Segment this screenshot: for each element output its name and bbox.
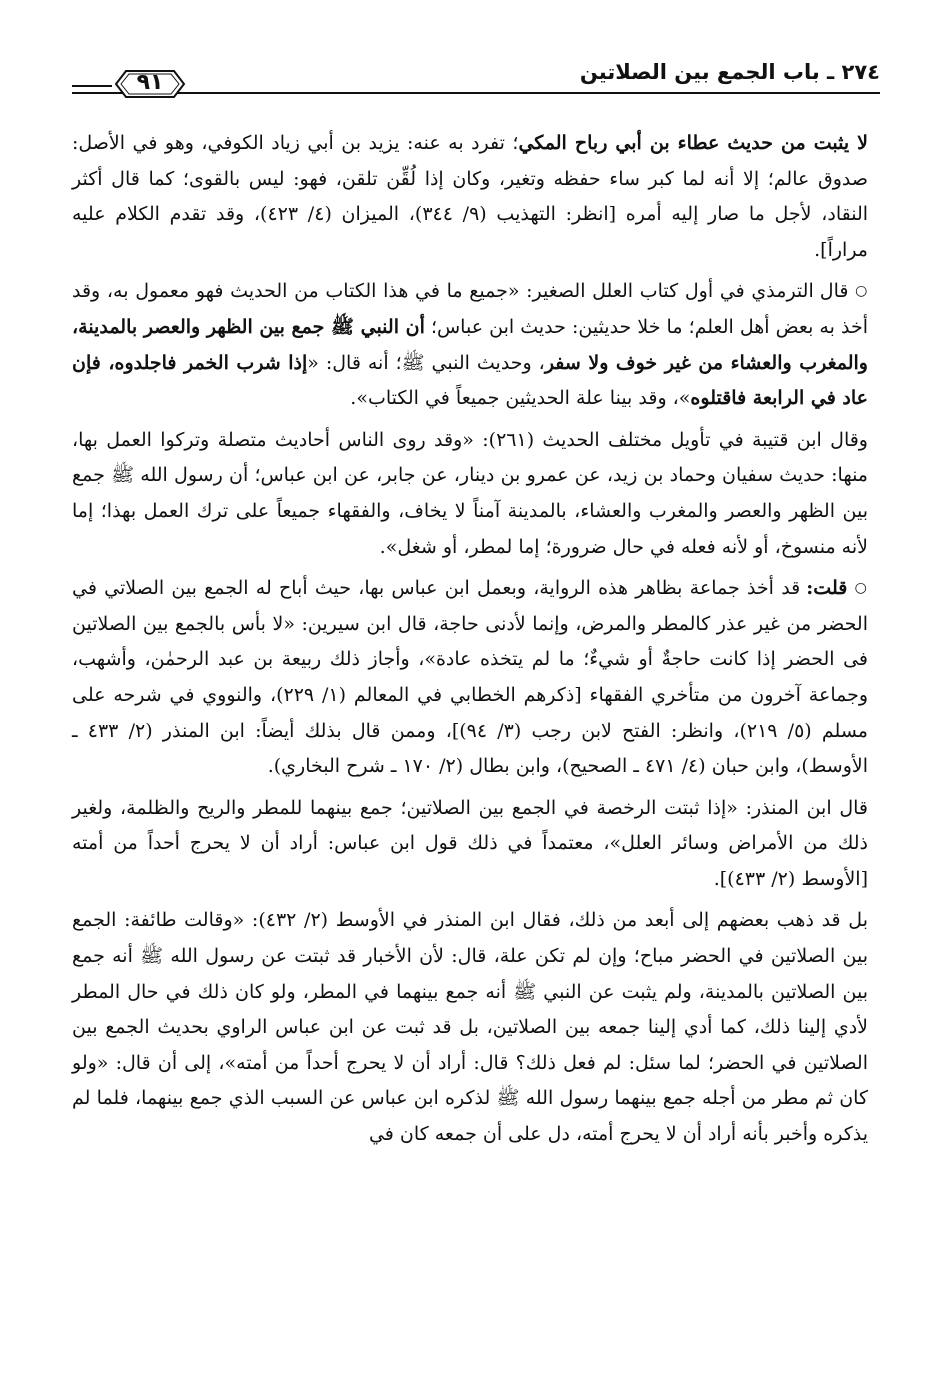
bold-phrase: لا يثبت من حديث عطاء بن أبي رباح المكي [518,132,869,154]
page-number-badge [112,67,188,101]
page-number: ٩١ [136,70,164,95]
paragraph-text: وقال ابن قتيبة في تأويل مختلف الحديث (٢٦١): «وقد روى الناس أحاديث متصلة وتركوا العمل بها، منها: حديث سفيان وحماد بن زيد، عن عمرو بن دينار، عن جابر، عن ابن عباس؛ أن رسول الله ﷺ جمع بين الظهر والعصر والمغرب والعشاء، بالمدينة آمناً لا يخاف، والفقهاء جميعاً على ترك العمل بهذا؛ إما لأنه منسوخ، أو لأنه فعله في حال ضرورة؛ إما لمطر، أو شغل». [72,428,868,558]
paragraph-4 [72,571,868,785]
circle-bullet-icon: ○ [854,580,869,597]
page-header [72,58,880,100]
circle-bullet-icon: ○ [855,283,868,300]
bold-hadith-2: إذا شرب الخمر فاجلدوه، فإن عاد في الرابعة فاقتلوه [72,351,868,410]
paragraph-text: »، وقد بينا علة الحديثين جميعاً في الكتاب». [350,387,691,410]
header-rule [72,92,880,94]
paragraph-text: بل قد ذهب بعضهم إلى أبعد من ذلك، فقال ابن المنذر في الأوسط (٢/ ٤٣٢): «وقالت طائفة: الجمع بين الصلاتين في الحضر مباح؛ وإن لم تكن علة، قال: لأن الأخبار قد ثبتت عن رسول الله ﷺ أنه جمع بين الصلاتين بالمدينة، ولم يثبت عن النبي ﷺ أنه جمع بينهما في المطر، ولو كان ذلك في حال المطر لأدي إلينا ذلك، كما أدي إلينا جمعه بين الصلاتين، بل قد ثبت عن ابن عباس الراوي بحديث الجمع بين الصلاتين في الحضر؛ لما سئل: لم فعل ذلك؟ قال: أراد أن لا يحرج أحداً من أمته»، إلى أن قال: «ولو كان ثم مطر من أجله جمع بينهما رسول الله ﷺ لذكره ابن عباس عن السبب الذي جمع بينهما، فلما لم يذكره وأخبر بأنه أراد أن لا يحرج أمته، دل على أن جمعه كان في [72,909,868,1146]
chapter-title: ٢٧٤ ـ باب الجمع بين الصلاتين [579,60,880,84]
paragraph-text: ، وحديث النبي ﷺ؛ أنه قال: « [307,351,545,374]
paragraph-text: ؛ تفرد به عنه: يزيد بن أبي زياد الكوفي، وهو في الأصل: صدوق عالم؛ إلا أنه لما كبر ساء حفظه وتغير، وكان إذا لُقِّن تلقن، فهو: ليس بالقوى؛ كما قال أكثر النقاد، لأجل ما صار إليه أمره [انظر: التهذيب (٩/ ٣٤٤)، الميزان (٤/ ٤٢٣)، وقد تقدم الكلام عليه مراراً]. [72,132,869,261]
bold-hadith-1: أن النبي ﷺ جمع بين الظهر والعصر بالمدينة، والمغرب والعشاء من غير خوف ولا سفر [72,315,868,374]
paragraph-text: قال الترمذي في أول كتاب العلل الصغير: «جميع ما في هذا الكتاب من الحديث فهو معمول به، وقد أخذ به بعض أهل العلم؛ ما خلا حديثين: حديث ابن عباس؛ [72,280,868,338]
paragraph-5 [72,791,868,898]
paragraph-text: قال ابن المنذر: «إذا ثبتت الرخصة في الجمع بين الصلاتين؛ جمع بينهما للمطر والريح والظلمة، ولغير ذلك من الأمراض وسائر العلل»، معتمداً في ذلك قول ابن عباس: أراد أن لا يحرج أحداً من أمته [الأوسط (٢/ ٤٣٣)]. [72,796,868,890]
paragraph-1 [72,126,868,268]
paragraph-2 [72,274,868,416]
page-body [72,126,868,1153]
header-rule-left [72,85,112,87]
paragraph-text: قد أخذ جماعة بظاهر هذه الرواية، وبعمل ابن عباس بها، حيث أباح له الجمع بين الصلاتي في الحضر من غير عذر كالمطر والمرض، وإنما لأدنى حاجة، قال ابن سيرين: «لا بأس بالجمع بين الصلاتين فى الحضر إذا كانت حاجةٌ أو شيءٌ؛ ما لم يتخذه عادة»، وأجاز ذلك ربيعة بن عبد الرحمٰن، وأشهب، وجماعة آخرون من متأخري الفقهاء [ذكرهم الخطابي في المعالم (١/ ٢٢٩)، والنووي في شرحه على مسلم (٥/ ٢١٩)، وانظر: الفتح لابن رجب (٣/ ٩٤)]، وممن قال بذلك أيضاً: ابن المنذر (٢/ ٤٣٣ ـ الأوسط)، وابن حبان (٤/ ٤٧١ ـ الصحيح)، وابن بطال (٢/ ١٧٠ ـ شرح البخاري). [72,577,869,778]
paragraph-6 [72,903,868,1152]
paragraph-3 [72,423,868,565]
bold-phrase: قلت: [806,577,848,600]
